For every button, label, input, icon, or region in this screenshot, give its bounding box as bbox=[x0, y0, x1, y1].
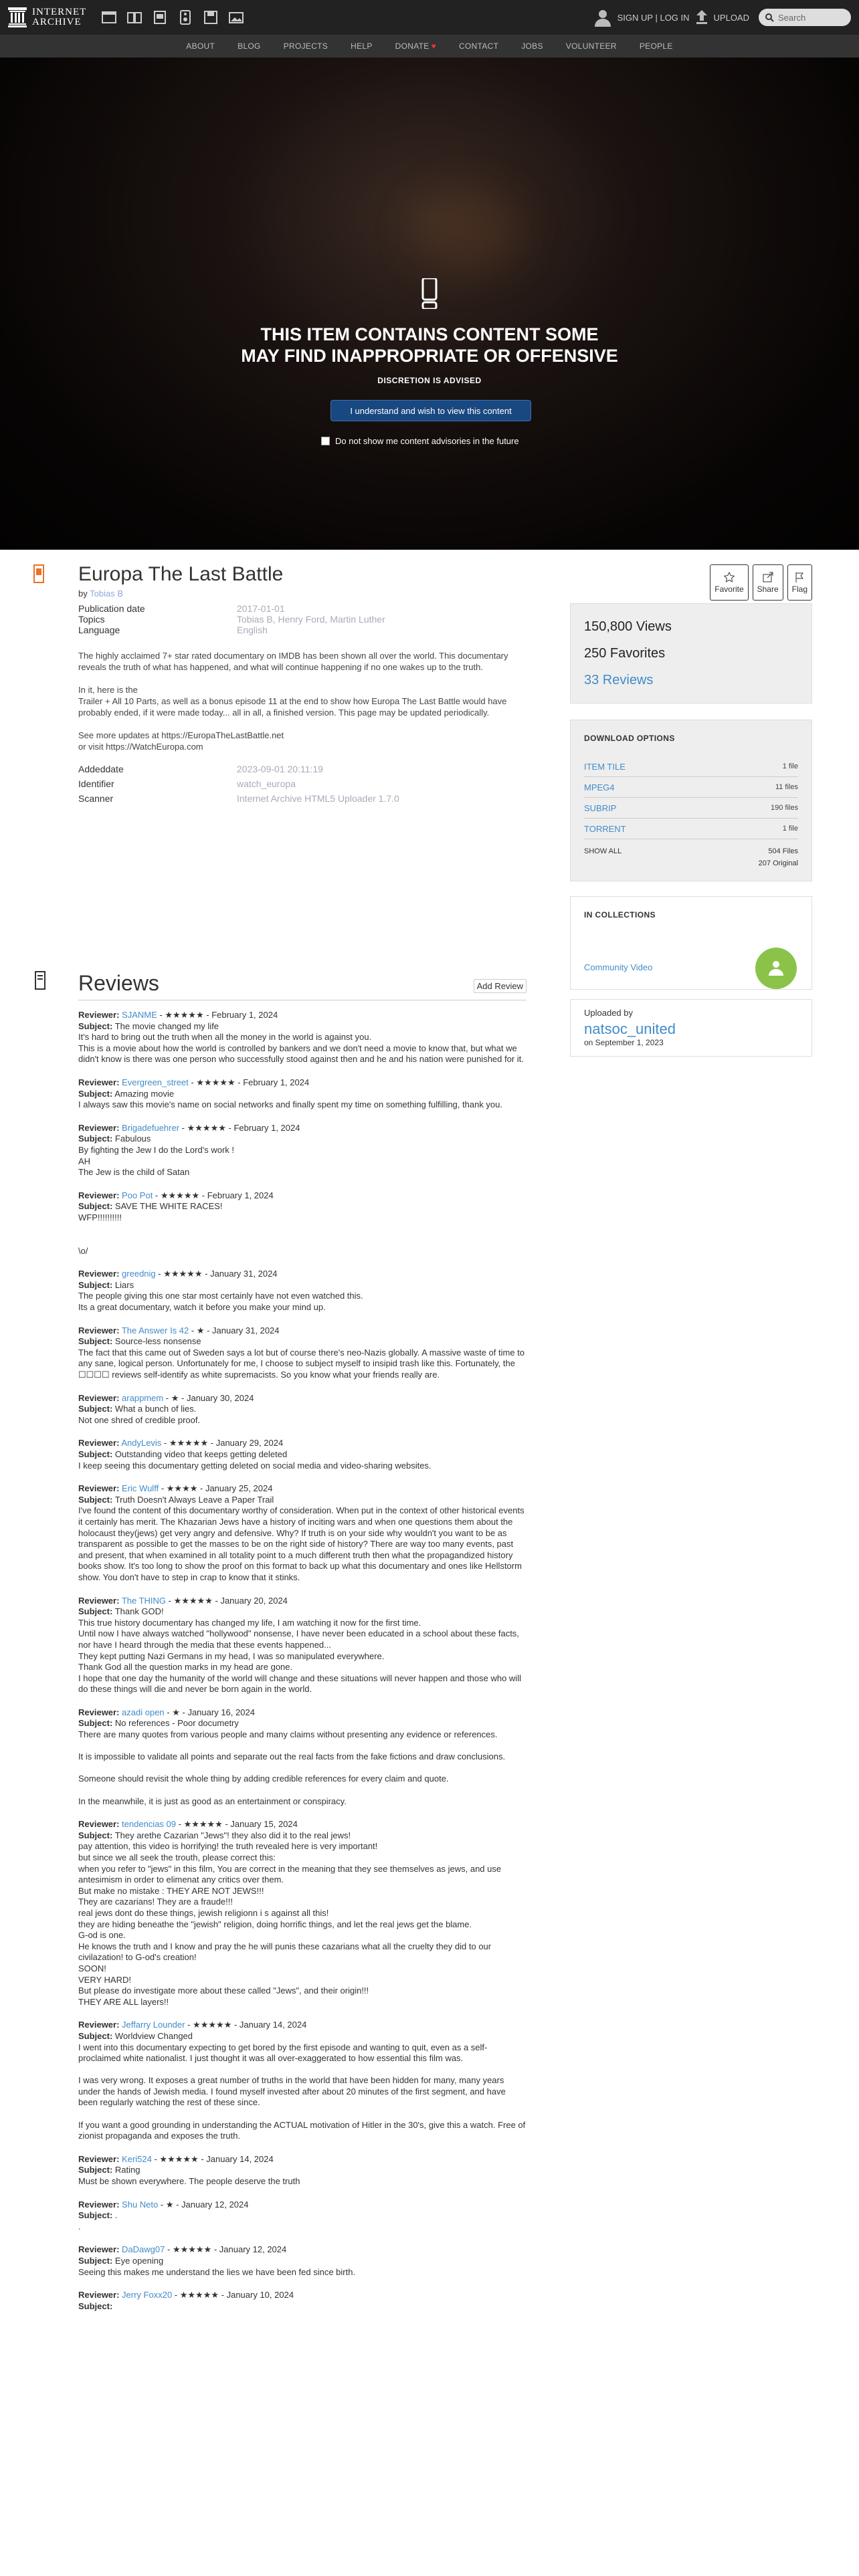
review-subject-row bbox=[78, 1280, 527, 1291]
review-subject-row bbox=[78, 2031, 527, 2042]
subject-label: Subject: bbox=[78, 2210, 113, 2221]
reviewer-label: Reviewer: bbox=[78, 1483, 120, 1494]
view-content-button[interactable]: I understand and wish to view this content bbox=[330, 400, 531, 421]
review-subject: Eye opening bbox=[114, 2256, 164, 2266]
review-body: I keep seeing this documentary getting deleted on social media and video-sharing websites. bbox=[78, 1460, 432, 1471]
review-item bbox=[78, 1596, 527, 1695]
reviewer-link[interactable]: The THING bbox=[121, 1595, 167, 1606]
reviewer-link[interactable]: SJANME bbox=[122, 1010, 157, 1020]
meta-key: Topics bbox=[78, 614, 105, 625]
review-body: There are many quotes from various people and many claims without presenting any evidence or references. It is impossible to validate all points and separate out the real facts from the fake fictions and draw conclusions. Someone should revisit the whole thing by adding credible references for every claim and quote. In the meanwhile, it is just as good as an entertainment or conspiracy. bbox=[78, 1729, 506, 1806]
review-date: February 1, 2024 bbox=[207, 1190, 274, 1200]
uploader-box bbox=[570, 999, 812, 1057]
review-date: February 1, 2024 bbox=[243, 1077, 310, 1087]
reviews-heading: Reviews bbox=[78, 971, 527, 1000]
reviewer-label: Reviewer: bbox=[78, 1325, 120, 1335]
review-header: Reviewer: Keri524 - ★★★★★ - January 14, 2024 bbox=[78, 2153, 274, 2164]
reviewer-link[interactable]: AndyLevis bbox=[121, 1438, 162, 1448]
software-icon[interactable] bbox=[203, 9, 219, 25]
upload-icon[interactable] bbox=[695, 10, 708, 25]
reviewer-label: Reviewer: bbox=[78, 1010, 120, 1020]
review-subject-row bbox=[78, 1606, 527, 1618]
reviewer-label: Reviewer: bbox=[78, 1819, 120, 1830]
review-stars: ★ bbox=[172, 1707, 180, 1717]
item-byline bbox=[78, 588, 123, 599]
review-subject-row bbox=[78, 2256, 527, 2267]
reviewer-label: Reviewer: bbox=[78, 2020, 120, 2030]
review-date: January 14, 2024 bbox=[239, 2020, 307, 2030]
upload-date: on September 1, 2023 bbox=[584, 1038, 664, 1047]
review-list bbox=[78, 1010, 527, 2312]
subject-label: Subject: bbox=[78, 1718, 113, 1729]
download-link[interactable]: SUBRIP bbox=[584, 802, 617, 813]
review-item bbox=[78, 1190, 527, 1257]
file-count: 1 file bbox=[782, 825, 798, 833]
reviewer-link[interactable]: Brigadefuehrer bbox=[122, 1122, 180, 1133]
reviewer-link[interactable]: Eric Wulff bbox=[122, 1483, 159, 1494]
review-date: January 12, 2024 bbox=[219, 2244, 287, 2255]
review-item bbox=[78, 1325, 527, 1381]
review-item bbox=[78, 1438, 527, 1471]
review-item bbox=[78, 2290, 527, 2312]
review-header: Reviewer: Jeffarry Lounder - ★★★★★ - January 14, 2024 bbox=[78, 2020, 307, 2030]
item-metadata bbox=[78, 603, 527, 804]
meta-value-link[interactable]: English bbox=[237, 625, 268, 635]
review-item bbox=[78, 1393, 527, 1426]
review-body: WFP!!!!!!!!!! \o/ bbox=[78, 1212, 122, 1256]
download-row bbox=[584, 819, 798, 839]
review-subject: Outstanding video that keeps getting deleted bbox=[114, 1449, 288, 1459]
subject-label: Subject: bbox=[78, 1336, 113, 1347]
review-stars: ★★★★★ bbox=[165, 1010, 204, 1020]
subject-label: Subject: bbox=[78, 2165, 113, 2175]
review-subject-row bbox=[78, 1718, 527, 1729]
review-stars: ★★★★★ bbox=[173, 1595, 213, 1606]
review-stars: ★★★★★ bbox=[169, 1438, 209, 1448]
reviews-icon bbox=[35, 971, 45, 990]
review-subject: They arethe Cazarian "Jews"! they also did it to the real jews! bbox=[114, 1830, 351, 1840]
review-date: January 10, 2024 bbox=[226, 2290, 294, 2300]
review-body: The fact that this came out of Sweden says a lot but of course there's neo-Nazis globally. A massive waste of time to any sane, logical person. Unfortunately for me, I choose to subject myself to insipid trash like this. Fortunately, the ☐☐☐☐ reviews self-identify as white supremacists. So you know what your friends really are. bbox=[78, 1347, 525, 1380]
subject-label: Subject: bbox=[78, 1404, 113, 1414]
meta-row bbox=[78, 793, 527, 804]
review-stars: ★ bbox=[165, 2199, 174, 2210]
review-stars: ★★★★★ bbox=[193, 2020, 232, 2030]
item-title: Europa The Last Battle bbox=[78, 563, 284, 585]
review-date: January 14, 2024 bbox=[206, 2153, 274, 2164]
review-subject: Thank GOD! bbox=[114, 1606, 164, 1617]
reviewer-label: Reviewer: bbox=[78, 2290, 120, 2300]
reviewer-label: Reviewer: bbox=[78, 2199, 120, 2210]
download-row bbox=[584, 798, 798, 819]
original-files-count: 207 Original bbox=[758, 859, 798, 867]
description-para: The highly acclaimed 7+ star rated documentary on IMDB has been shown all over the world. This documentary reveals the truth of what has happened, and what will continue happening if no one wakes up to the truth. bbox=[78, 651, 508, 672]
advisory-heading bbox=[0, 324, 859, 366]
review-header: Reviewer: Shu Neto - ★ - January 12, 2024 bbox=[78, 2199, 249, 2210]
review-date: February 1, 2024 bbox=[211, 1010, 278, 1020]
nav-volunteer[interactable]: VOLUNTEER bbox=[565, 41, 617, 51]
review-subject-row bbox=[78, 1336, 527, 1348]
meta-row bbox=[78, 603, 527, 614]
stats-box bbox=[570, 603, 812, 704]
meta-row bbox=[78, 778, 527, 789]
review-body: I've found the content of this documentary worthy of consideration. When put in the context of other historical events it certainly has merit. The Khazarian Jews have a history of inciting wars and when one questions them about the holocaust they(jews) get very angry and defensive. Why? If truth is on your side why wouldn't you want to be as transparent as possible to get the masses to be on the right side of history? There are way too many events, past and present, that when examined in all totality point to a much different truth then what the propagandized history books show. It's too long to show the proof on this format to back up what this documentary and ones like Hellstorm show. You don't have to step in crap to know that it stinks. bbox=[78, 1505, 524, 1582]
description-para: See more updates at https://EuropaTheLastBattle.net or visit https://WatchEuropa.com bbox=[78, 730, 284, 752]
search-input[interactable] bbox=[759, 9, 851, 26]
search-placeholder: Search bbox=[778, 12, 806, 23]
review-item bbox=[78, 1483, 527, 1583]
review-header: Reviewer: greednig - ★★★★★ - January 31, 2024 bbox=[78, 1269, 278, 1279]
reviewer-label: Reviewer: bbox=[78, 2244, 120, 2255]
item-description bbox=[78, 650, 527, 752]
review-date: January 12, 2024 bbox=[181, 2199, 249, 2210]
collections-box bbox=[570, 896, 812, 990]
reviewer-link[interactable]: Evergreen_street bbox=[122, 1077, 189, 1087]
reviewer-label: Reviewer: bbox=[78, 1190, 120, 1200]
reviewer-link[interactable]: Poo Pot bbox=[122, 1190, 153, 1200]
review-date: January 31, 2024 bbox=[210, 1269, 278, 1279]
review-header: Reviewer: arappmem - ★ - January 30, 2024 bbox=[78, 1392, 254, 1403]
file-count: 1 file bbox=[782, 762, 798, 770]
review-header: Reviewer: Poo Pot - ★★★★★ - February 1, 2024 bbox=[78, 1190, 274, 1200]
uploaded-by-label: Uploaded by bbox=[584, 1008, 633, 1018]
review-body: . bbox=[78, 2221, 81, 2232]
file-count: 11 files bbox=[775, 783, 798, 791]
review-subject-row bbox=[78, 1201, 527, 1212]
review-stars: ★★★★★ bbox=[172, 2244, 212, 2255]
meta-key: Addeddate bbox=[78, 764, 124, 774]
heart-icon: ♥ bbox=[431, 41, 437, 51]
download-row bbox=[584, 756, 798, 777]
review-body: This true history documentary has changed my life, I am watching it now for the first time. Until now I have always watched "hollywood" nonsense, I have never been educated in a school about these facts, nor have I heard through the media that these events happened... They kept putting Nazi Germans in my head, I was so manipulated everywhere. Thank God all the question marks in my head are gone. I hope that one day the humanity of the world will change and these situations will never happen and those who will do these things will die and never be born again in the world. bbox=[78, 1617, 521, 1695]
nav-jobs[interactable]: JOBS bbox=[521, 41, 543, 51]
reviewer-link[interactable]: greednig bbox=[122, 1269, 156, 1279]
review-subject-row bbox=[78, 1404, 527, 1415]
reviews-count-link[interactable]: 33 Reviews bbox=[584, 673, 654, 687]
nav-donate-wrap[interactable] bbox=[395, 41, 436, 51]
background-glow bbox=[415, 191, 522, 272]
exclamation-icon bbox=[420, 278, 439, 309]
review-header: Reviewer: Evergreen_street - ★★★★★ - February 1, 2024 bbox=[78, 1077, 310, 1087]
meta-value-link[interactable]: Tobias B, Henry Ford, Martin Luther bbox=[237, 614, 385, 625]
review-item bbox=[78, 1010, 527, 1065]
share-button[interactable] bbox=[753, 564, 783, 601]
reviewer-link[interactable]: Jerry Foxx20 bbox=[122, 2290, 173, 2300]
review-item bbox=[78, 2244, 527, 2278]
meta-key: Identifier bbox=[78, 778, 114, 789]
meta-value: watch_europa bbox=[237, 778, 296, 789]
nav-contact[interactable]: CONTACT bbox=[459, 41, 499, 51]
subject-label: Subject: bbox=[78, 2300, 113, 2311]
review-subject-row bbox=[78, 1021, 527, 1033]
secondary-nav bbox=[0, 35, 859, 58]
reviewer-label: Reviewer: bbox=[78, 1077, 120, 1087]
review-stars: ★★★★★ bbox=[163, 1269, 203, 1279]
user-icon[interactable] bbox=[593, 8, 612, 27]
review-body: Seeing this makes me understand the lies we have been fed since birth. bbox=[78, 2266, 356, 2277]
review-date: January 20, 2024 bbox=[220, 1595, 288, 1606]
review-subject-row bbox=[78, 2301, 527, 2313]
review-item bbox=[78, 1269, 527, 1313]
review-item bbox=[78, 1819, 527, 2008]
reviewer-label: Reviewer: bbox=[78, 1438, 120, 1448]
download-link[interactable]: MPEG4 bbox=[584, 782, 615, 792]
upload-link[interactable]: UPLOAD bbox=[713, 12, 749, 23]
subject-label: Subject: bbox=[78, 1494, 113, 1505]
subject-label: Subject: bbox=[78, 2030, 113, 2041]
review-header: Reviewer: tendencias 09 - ★★★★★ - January 15, 2024 bbox=[78, 1819, 298, 1830]
review-stars: ★★★★★ bbox=[179, 2290, 219, 2300]
reviewer-link[interactable]: Keri524 bbox=[122, 2153, 152, 2164]
community-video-icon[interactable] bbox=[755, 948, 797, 989]
review-stars: ★★★★★ bbox=[183, 1819, 223, 1830]
review-body: By fighting the Jew I do the Lord's work ! AH The Jew is the child of Satan bbox=[78, 1144, 234, 1178]
review-stars: ★★★★★ bbox=[159, 2153, 199, 2164]
download-heading: DOWNLOAD OPTIONS bbox=[584, 734, 675, 743]
discretion-text: DISCRETION IS ADVISED bbox=[377, 376, 482, 385]
meta-row bbox=[78, 625, 527, 635]
nav-projects[interactable]: PROJECTS bbox=[283, 41, 328, 51]
review-subject: Source-less nonsense bbox=[114, 1336, 201, 1347]
review-subject: Rating bbox=[114, 2165, 140, 2175]
advisory-checkbox[interactable] bbox=[321, 437, 330, 445]
meta-row bbox=[78, 614, 527, 625]
review-stars: ★★★★★ bbox=[160, 1190, 200, 1200]
web-icon[interactable] bbox=[101, 9, 117, 25]
meta-value: 2023-09-01 20:11:19 bbox=[237, 764, 323, 774]
description-para: In it, here is the Trailer + All 10 Parts, as well as a bonus episode 11 at the end to show how Europa The Last Battle would have probably ended, if it were made today... all in all, a finished version. This page may be updated periodically. bbox=[78, 685, 507, 718]
review-item bbox=[78, 2020, 527, 2142]
reviewer-link[interactable]: tendencias 09 bbox=[122, 1819, 176, 1830]
review-body: Not one shred of credible proof. bbox=[78, 1414, 201, 1425]
review-subject-row bbox=[78, 1830, 527, 1842]
review-body: Must be shown everywhere. The people deserve the truth bbox=[78, 2176, 300, 2187]
review-stars: ★★★★ bbox=[166, 1483, 198, 1494]
nav-blog[interactable]: BLOG bbox=[237, 41, 261, 51]
item-sidebar bbox=[570, 603, 812, 1057]
reviewer-label: Reviewer: bbox=[78, 1392, 120, 1403]
subject-label: Subject: bbox=[78, 1279, 113, 1290]
review-header: Reviewer: The THING - ★★★★★ - January 20, 2024 bbox=[78, 1595, 288, 1606]
review-item bbox=[78, 2154, 527, 2187]
review-stars: ★ bbox=[196, 1325, 205, 1335]
all-files-count: 504 Files bbox=[768, 847, 798, 855]
advisory-optout[interactable] bbox=[321, 436, 519, 446]
content-advisory bbox=[0, 58, 859, 550]
top-bar bbox=[0, 0, 859, 35]
review-header: Reviewer: Jerry Foxx20 - ★★★★★ - January 10, 2024 bbox=[78, 2290, 294, 2300]
reviewer-link[interactable]: azadi open bbox=[122, 1707, 165, 1717]
nav-help[interactable]: HELP bbox=[351, 41, 373, 51]
review-stars: ★ bbox=[171, 1392, 179, 1403]
review-subject-row bbox=[78, 1449, 527, 1461]
review-subject: The movie changed my life bbox=[114, 1021, 219, 1031]
favorite-button[interactable] bbox=[710, 564, 748, 601]
subject-label: Subject: bbox=[78, 2256, 113, 2266]
review-body: I went into this documentary expecting to get bored by the first episode and wanting to quit, even as a self-proclaimed white nationalist. I just thought it was all over-exaggerated to how essential this film was. I was very wrong. It exposes a great number of truths in the world that have been hidden for many, many years under the hands of Jewish media. I found myself invested after about 20 minutes of the first segment, and have been regularly watching the rest of these since. If you want a good grounding in understanding the ACTUAL motivation of Hitler in the 30's, give this a watch. Free of zionist propaganda and exposes the truth. bbox=[78, 2042, 526, 2141]
review-body: I always saw this movie's name on social networks and finally spent my time on something fulfilling, thank you. bbox=[78, 1099, 502, 1110]
favorites-count: 250 Favorites bbox=[584, 646, 666, 661]
review-date: January 16, 2024 bbox=[187, 1707, 255, 1717]
reviewer-link[interactable]: arappmem bbox=[122, 1392, 164, 1403]
review-stars: ★★★★★ bbox=[187, 1122, 226, 1133]
audio-icon[interactable] bbox=[177, 9, 193, 25]
review-subject-row bbox=[78, 1495, 527, 1506]
subject-label: Subject: bbox=[78, 1088, 113, 1099]
review-subject: Amazing movie bbox=[114, 1088, 175, 1099]
review-date: January 31, 2024 bbox=[212, 1325, 280, 1335]
advisory-line2: MAY FIND INAPPROPRIATE OR OFFENSIVE bbox=[241, 346, 618, 366]
internet-archive-logo[interactable] bbox=[8, 7, 86, 27]
review-date: January 30, 2024 bbox=[186, 1392, 254, 1403]
meta-value: 2017-01-01 bbox=[237, 603, 285, 614]
review-date: February 1, 2024 bbox=[233, 1122, 300, 1133]
review-stars: ★★★★★ bbox=[196, 1077, 235, 1087]
subject-label: Subject: bbox=[78, 1134, 113, 1144]
review-header: Reviewer: Eric Wulff - ★★★★ - January 25, 2024 bbox=[78, 1483, 273, 1494]
reviews-section bbox=[78, 971, 527, 2312]
download-row bbox=[584, 777, 798, 798]
subject-label: Subject: bbox=[78, 1021, 113, 1031]
review-header: Reviewer: SJANME - ★★★★★ - February 1, 2024 bbox=[78, 1010, 278, 1020]
by-label: by bbox=[78, 588, 88, 599]
reviewer-label: Reviewer: bbox=[78, 2153, 120, 2164]
share-icon bbox=[763, 572, 773, 582]
file-count: 190 files bbox=[771, 804, 798, 812]
reviewer-link[interactable]: DaDawg07 bbox=[122, 2244, 165, 2255]
meta-key: Publication date bbox=[78, 603, 145, 614]
review-subject-row bbox=[78, 1089, 527, 1100]
collections-heading: IN COLLECTIONS bbox=[584, 910, 656, 920]
review-subject-row bbox=[78, 2165, 527, 2176]
review-date: January 25, 2024 bbox=[205, 1483, 273, 1494]
collection-link[interactable]: Community Video bbox=[584, 962, 653, 972]
review-header: Reviewer: DaDawg07 - ★★★★★ - January 12, 2024 bbox=[78, 2244, 287, 2255]
review-subject: Truth Doesn't Always Leave a Paper Trail bbox=[114, 1494, 274, 1505]
texts-icon[interactable] bbox=[126, 9, 142, 25]
flag-label: Flag bbox=[791, 584, 807, 594]
share-label: Share bbox=[757, 584, 779, 594]
download-link[interactable]: TORRENT bbox=[584, 823, 626, 834]
review-header: Reviewer: The Answer Is 42 - ★ - January 31, 2024 bbox=[78, 1325, 280, 1335]
logo-line1: INTERNET bbox=[32, 7, 87, 17]
review-item bbox=[78, 1123, 527, 1178]
review-subject-row bbox=[78, 2210, 527, 2222]
views-count: 150,800 Views bbox=[584, 619, 672, 634]
reviewer-label: Reviewer: bbox=[78, 1269, 120, 1279]
temple-logo-icon bbox=[8, 7, 27, 27]
subject-label: Subject: bbox=[78, 1201, 113, 1212]
nav-donate[interactable]: DONATE bbox=[395, 41, 430, 51]
video-item-icon bbox=[33, 564, 44, 583]
review-date: January 29, 2024 bbox=[215, 1438, 284, 1448]
review-body: It's hard to bring out the truth when all the money in the world is against you. This is a movie about how the world is controlled by bankers and we don't need a movie to know that, but what we didn't know is there was one person who successfully stood against then and he and his nation were punished for it. bbox=[78, 1032, 524, 1065]
review-header: Reviewer: Brigadefuehrer - ★★★★★ - February 1, 2024 bbox=[78, 1122, 300, 1133]
search-icon bbox=[765, 13, 774, 22]
nav-about[interactable]: ABOUT bbox=[186, 41, 215, 51]
review-header: Reviewer: AndyLevis - ★★★★★ - January 29, 2024 bbox=[78, 1438, 284, 1448]
reviewer-link[interactable]: Jeffarry Lounder bbox=[122, 2020, 185, 2030]
logo-line2: ARCHIVE bbox=[32, 17, 82, 27]
meta-value: Internet Archive HTML5 Uploader 1.7.0 bbox=[237, 793, 399, 804]
review-item bbox=[78, 2199, 527, 2233]
advisory-line1: THIS ITEM CONTAINS CONTENT SOME bbox=[260, 324, 599, 344]
review-date: January 15, 2024 bbox=[230, 1819, 298, 1830]
review-subject: SAVE THE WHITE RACES! bbox=[114, 1201, 223, 1212]
download-options bbox=[570, 720, 812, 881]
subject-label: Subject: bbox=[78, 1449, 113, 1459]
favorite-label: Favorite bbox=[714, 584, 744, 594]
download-link[interactable]: ITEM TILE bbox=[584, 761, 626, 772]
meta-key: Language bbox=[78, 625, 120, 635]
review-header: Reviewer: azadi open - ★ - January 16, 2024 bbox=[78, 1707, 255, 1717]
reviewer-label: Reviewer: bbox=[78, 1595, 120, 1606]
meta-key: Scanner bbox=[78, 793, 114, 804]
reviewer-link[interactable]: Shu Neto bbox=[122, 2199, 159, 2210]
video-icon[interactable] bbox=[152, 9, 168, 25]
reviewer-link[interactable]: The Answer Is 42 bbox=[121, 1325, 189, 1335]
uploader-link[interactable]: natsoc_united bbox=[584, 1021, 676, 1037]
reviewer-label: Reviewer: bbox=[78, 1707, 120, 1717]
review-subject: Fabulous bbox=[114, 1134, 151, 1144]
review-subject: What a bunch of lies. bbox=[114, 1404, 197, 1414]
flag-icon bbox=[794, 572, 805, 582]
author-link[interactable]: Tobias B bbox=[90, 588, 123, 599]
review-subject-row bbox=[78, 1134, 527, 1145]
review-subject: . bbox=[114, 2210, 118, 2221]
item-header bbox=[0, 550, 859, 603]
nav-people[interactable]: PEOPLE bbox=[639, 41, 673, 51]
review-subject: Worldview Changed bbox=[114, 2030, 193, 2041]
review-item bbox=[78, 1077, 527, 1111]
add-review-button[interactable]: Add Review bbox=[474, 979, 527, 993]
review-item bbox=[78, 1707, 527, 1807]
review-body: pay attention, this video is horrifying! the truth revealed here is very important! but since we all seek the trouth, please correct this: when you refer to "jews" in this film, You are correct in the meaning that they see themselves as jews, and use antesimism in order to elimenat any critics over them. But make no mistake : THEY ARE NOT JEWS!!! They are cazarians! They are a fraude!!! real jews dont do these things, jewish religionn i s against all this! they are hiding beneathe the "jewish" religion, doing horrific things, and let the real jews get the blame. G-od is one. He knows the truth and I know and pray the he will punis these cazarians what all the cruelty they did to our civilazation! to G-od's creation! SOON! VERY HARD! But please do investigate more about these called "Jews", and their origin!!! THEY ARE ALL layers!! bbox=[78, 1841, 502, 2007]
review-body: The people giving this one star most certainly have not even watched this. Its a great documentary, watch it before you make your mind up. bbox=[78, 1291, 363, 1313]
flag-button[interactable] bbox=[787, 564, 812, 601]
advisory-checkbox-label[interactable]: Do not show me content advisories in the future bbox=[335, 436, 519, 446]
review-subject: No references - Poor documetry bbox=[114, 1718, 239, 1729]
subject-label: Subject: bbox=[78, 1606, 113, 1617]
reviewer-label: Reviewer: bbox=[78, 1122, 120, 1133]
review-subject: Liars bbox=[114, 1279, 134, 1290]
show-all-link[interactable]: SHOW ALL bbox=[584, 847, 622, 855]
star-icon bbox=[724, 572, 735, 582]
meta-row bbox=[78, 764, 527, 774]
signup-login-link[interactable]: SIGN UP | LOG IN bbox=[617, 12, 690, 23]
images-icon[interactable] bbox=[228, 9, 244, 25]
subject-label: Subject: bbox=[78, 1830, 113, 1840]
